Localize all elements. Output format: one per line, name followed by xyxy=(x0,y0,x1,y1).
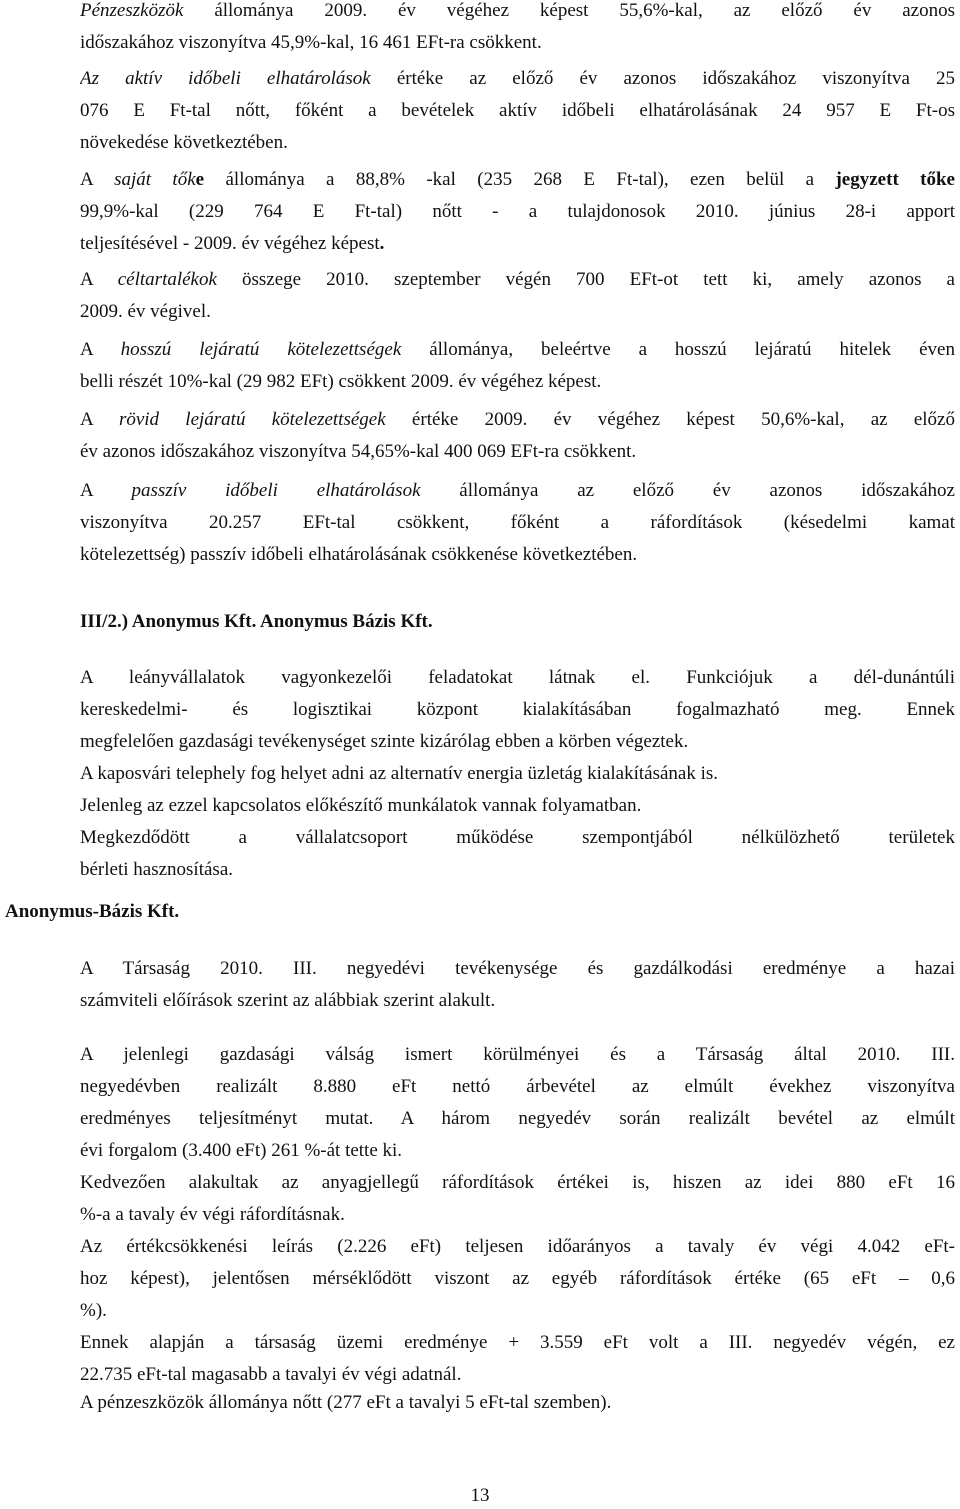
text-line: A jelenlegi gazdasági válság ismert körülményei és a Társaság által 2010. III. xyxy=(80,1044,955,1065)
text-line: Ennek alapján a társaság üzemi eredménye + 3.559 eFt volt a III. negyedév végén, ez xyxy=(80,1332,955,1353)
text-line: A hosszú lejáratú kötelezettségek állománya, beleértve a hosszú lejáratú hitelek éven xyxy=(80,339,955,360)
text-line: 99,9%-kal (229 764 E Ft-tal) nőtt - a tulajdonosok 2010. június 28-i apport xyxy=(80,201,955,222)
paragraph-tarsasag-negyedev xyxy=(80,953,955,1017)
text-line: 2009. év végivel. xyxy=(80,301,211,322)
text-line: növekedése következtében. xyxy=(80,132,288,153)
paragraph-celtartalekok xyxy=(80,264,955,328)
paragraph-gazdasagi-valsag xyxy=(80,1039,955,1391)
text-line: Kedvezően alakultak az anyagjellegű ráfordítások értékei is, hiszen az idei 880 eFt 16 xyxy=(80,1172,955,1193)
text-line: kötelezettség) passzív időbeli elhatárolásának csökkenése következtében. xyxy=(80,544,638,565)
text-line: bérleti hasznosítása. xyxy=(80,859,234,880)
text-line: belli részét 10%-kal (29 982 EFt) csökkent 2009. év végéhez képest. xyxy=(80,371,602,392)
text-line: A Társaság 2010. III. negyedévi tevékenysége és gazdálkodási eredménye a hazai xyxy=(80,958,955,979)
text-line: számviteli előírások szerint az alábbiak szerint alakult. xyxy=(80,990,496,1011)
text-line: Az értékcsökkenési leírás (2.226 eFt) teljesen időarányos a tavaly év végi 4.042 eFt- xyxy=(80,1236,955,1257)
text-line: kereskedelmi- és logisztikai központ kialakításában fogalmazható meg. Ennek xyxy=(80,699,955,720)
text-line: Az aktív időbeli elhatárolások értéke az előző év azonos időszakához viszonyítva 25 xyxy=(80,68,955,89)
paragraph-leanyvallalatok xyxy=(80,662,955,886)
paragraph-penzeszkozok-nott xyxy=(80,1387,955,1419)
text-line: A kaposvári telephely fog helyet adni az alternatív energia üzletág kialakításának is. xyxy=(80,763,719,784)
text-line: évi forgalom (3.400 eFt) 261 %-át tette ki. xyxy=(80,1140,403,1161)
text-line: A rövid lejáratú kötelezettségek értéke 2009. év végéhez képest 50,6%-kal, az előző xyxy=(80,409,955,430)
subsection-heading: Anonymus-Bázis Kft. xyxy=(5,901,180,922)
text-line: teljesítésével - 2009. év végéhez képest. xyxy=(80,233,385,254)
text-line: A passzív időbeli elhatárolások állománya az előző év azonos időszakához xyxy=(80,480,955,501)
text-line: A céltartalékok összege 2010. szeptember végén 700 EFt-ot tett ki, amely azonos a xyxy=(80,269,955,290)
paragraph-hosszu-lejaratu xyxy=(80,334,955,398)
text-line: megfelelően gazdasági tevékenységet szinte kizárólag ebben a körben végeztek. xyxy=(80,731,689,752)
text-line: negyedévben realizált 8.880 eFt nettó árbevétel az elmúlt évekhez viszonyítva xyxy=(80,1076,955,1097)
text-line: A saját tőke állománya a 88,8% -kal (235 268 E Ft-tal), ezen belül a jegyzett tőke xyxy=(80,169,955,190)
text-line: hoz képest), jelentősen mérséklődött viszont az egyéb ráfordítások értéke (65 eFt – 0,6 xyxy=(80,1268,955,1289)
text-line: %-a a tavaly év végi ráfordításnak. xyxy=(80,1204,345,1225)
text-line: A leányvállalatok vagyonkezelői feladatokat látnak el. Funkciójuk a dél-dunántúli xyxy=(80,667,955,688)
text-line: A pénzeszközök állománya nőtt (277 eFt a tavalyi 5 eFt-tal szemben). xyxy=(80,1392,612,1413)
text-line: Jelenleg az ezzel kapcsolatos előkészítő munkálatok vannak folyamatban. xyxy=(80,795,642,816)
section-heading: III/2.) Anonymus Kft. Anonymus Bázis Kft. xyxy=(80,611,433,632)
paragraph-penzeszkozok xyxy=(80,0,955,59)
text-line: Pénzeszközök állománya 2009. év végéhez képest 55,6%-kal, az előző év azonos xyxy=(80,0,955,21)
text-line: év azonos időszakához viszonyítva 54,65%-kal 400 069 EFt-ra csökkent. xyxy=(80,441,637,462)
paragraph-aktiv-idobeli xyxy=(80,63,955,159)
page-number: 13 xyxy=(470,1485,490,1506)
paragraph-passziv-idobeli xyxy=(80,475,955,571)
text-line: 076 E Ft-tal nőtt, főként a bevételek aktív időbeli elhatárolásának 24 957 E Ft-os xyxy=(80,100,955,121)
text-line: 22.735 eFt-tal magasabb a tavalyi év végi adatnál. xyxy=(80,1364,462,1385)
text-line: Megkezdődött a vállalatcsoport működése szempontjából nélkülözhető területek xyxy=(80,827,955,848)
text-line: eredményes teljesítményt mutat. A három negyedév során realizált bevétel az elmúlt xyxy=(80,1108,955,1129)
paragraph-rovid-lejaratu xyxy=(80,404,955,468)
text-line: viszonyítva 20.257 EFt-tal csökkent, főként a ráfordítások (késedelmi kamat xyxy=(80,512,955,533)
text-line: időszakához viszonyítva 45,9%-kal, 16 461 EFt-ra csökkent. xyxy=(80,32,542,53)
paragraph-sajat-toke xyxy=(80,164,955,260)
text-line: %). xyxy=(80,1300,107,1321)
